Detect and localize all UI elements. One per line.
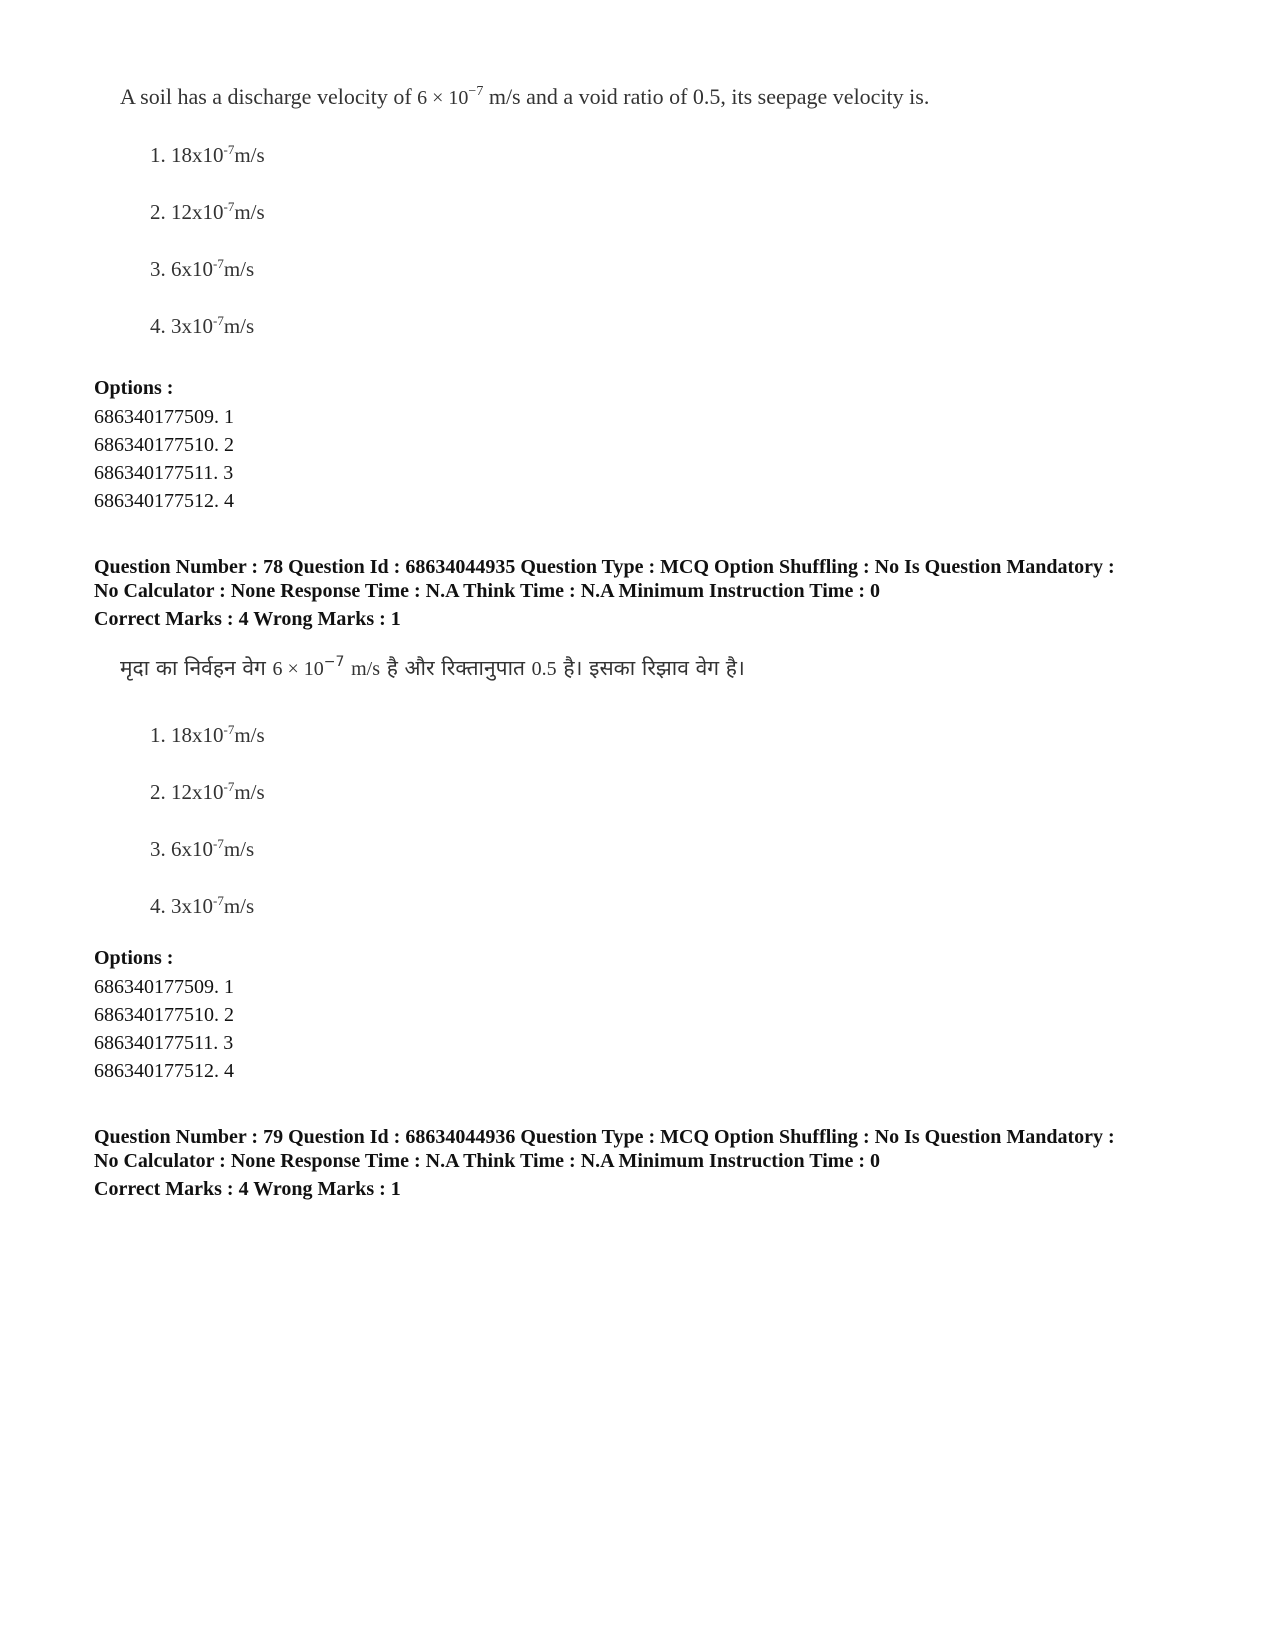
q78-option-id-4: 686340177512. 4	[94, 1060, 234, 1082]
q78-question-prefix: मृदा का निर्वहन वेग	[120, 656, 266, 680]
q78-option-id-2: 686340177510. 2	[94, 1004, 234, 1026]
q77-choice-1: 1. $18x10^{-7}m/s$	[150, 142, 265, 167]
q78-options-label: Options :	[94, 947, 174, 969]
q78-question-number: 6 × 10	[272, 658, 324, 680]
q79-marks: Correct Marks : 4 Wrong Marks : 1	[94, 1178, 401, 1200]
q78-question-text	[120, 654, 745, 682]
q78-meta-line2: No Calculator : None Response Time : N.A Think Time : N.A Minimum Instruction Time : 0	[94, 580, 880, 602]
q77-options-label: Options :	[94, 377, 174, 399]
q78-choice-4: 4. $3x10^{-7}m/s$	[150, 893, 255, 918]
q77-option-id-2: 686340177510. 2	[94, 434, 234, 456]
q77-choice-3: 3. $6x10^{-7}m/s$	[150, 256, 255, 281]
q78-marks: Correct Marks : 4 Wrong Marks : 1	[94, 608, 401, 630]
q78-choice-2: 2. $12x10^{-7}m/s$	[150, 779, 265, 804]
q77-question-suffix: m/s and a void ratio of 0.5, its seepage velocity is.	[488, 84, 930, 109]
q78-choice-1: 1. $18x10^{-7}m/s$	[150, 722, 265, 747]
q78-meta-line1: Question Number : 78 Question Id : 68634044935 Question Type : MCQ Option Shuffling : No Is Question Mandatory :	[94, 556, 1115, 578]
q78-question-suffix: है। इसका रिझाव वेग है।	[563, 656, 745, 680]
q77-option-id-3: 686340177511. 3	[94, 462, 234, 484]
q79-meta-line2: No Calculator : None Response Time : N.A Think Time : N.A Minimum Instruction Time : 0	[94, 1150, 880, 1172]
q78-question-exponent: −7	[323, 654, 345, 670]
q77-question-prefix: A soil has a discharge velocity of	[120, 84, 412, 109]
q78-question-unit: m/s	[351, 658, 381, 680]
q77-question-number: 6 × 10	[417, 87, 469, 109]
q78-choice-3: 3. $6x10^{-7}m/s$	[150, 836, 255, 861]
q78-option-id-3: 686340177511. 3	[94, 1032, 234, 1054]
q77-question-text	[120, 84, 929, 110]
q77-option-id-4: 686340177512. 4	[94, 490, 234, 512]
q77-choice-2: 2. $12x10^{-7}m/s$	[150, 199, 265, 224]
q77-option-id-1: 686340177509. 1	[94, 406, 234, 428]
q78-question-value: 0.5	[531, 658, 557, 680]
q77-question-exponent: −7	[468, 84, 484, 99]
q78-option-id-1: 686340177509. 1	[94, 976, 234, 998]
q79-meta-line1: Question Number : 79 Question Id : 68634044936 Question Type : MCQ Option Shuffling : No Is Question Mandatory :	[94, 1126, 1115, 1148]
q78-question-middle: है और रिक्तानुपात	[386, 656, 525, 680]
q77-choice-4: 4. $3x10^{-7}m/s$	[150, 313, 255, 338]
